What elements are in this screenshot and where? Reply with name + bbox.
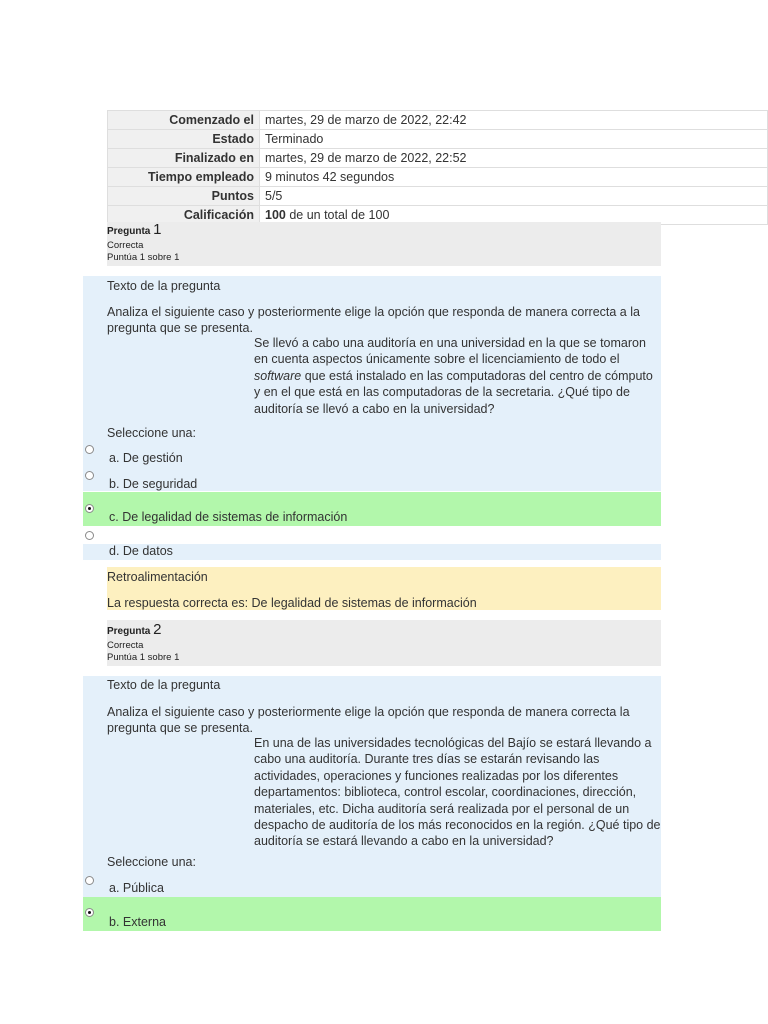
question-grade: Puntúa 1 sobre 1 [107,252,180,263]
option-label[interactable]: d. De datos [109,544,173,558]
case-text-start: Se llevó a cabo una auditoría en una universidad en la que se tomaron en cuenta aspectos únicamente sobre el licenciamiento de todo el [254,336,646,367]
summary-label: Puntos [108,187,260,206]
answer-option-b[interactable] [83,897,661,931]
option-label[interactable]: b. De seguridad [109,477,198,491]
attempt-summary-table [107,110,768,225]
question-text-heading: Texto de la pregunta [107,279,221,293]
answer-option-c[interactable] [83,492,661,526]
question-prefix: Pregunta [107,626,151,637]
feedback-heading: Retroalimentación [107,570,208,584]
radio-button[interactable] [85,471,94,480]
question-1-info [107,222,661,266]
answer-option-d[interactable] [83,526,661,560]
option-label[interactable]: c. De legalidad de sistemas de información [109,510,348,524]
question-grade: Puntúa 1 sobre 1 [107,652,180,663]
answer-option-a[interactable] [83,872,661,897]
radio-button-selected[interactable] [85,504,94,513]
summary-value: Terminado [260,130,768,149]
grade-value: 100 [265,208,286,222]
summary-value: martes, 29 de marzo de 2022, 22:42 [260,111,768,130]
question-2-info [107,620,661,666]
answer-option-b[interactable] [83,468,661,492]
question-prefix: Pregunta [107,226,151,237]
radio-button[interactable] [85,531,94,540]
summary-row-points [108,187,768,206]
summary-row-time [108,168,768,187]
summary-value: 5/5 [260,187,768,206]
summary-label: Calificación [108,206,260,225]
question-text-heading: Texto de la pregunta [107,678,221,692]
option-label[interactable]: a. Pública [109,881,164,895]
question-number: 1 [153,221,162,238]
feedback-text: La respuesta correcta es: De legalidad de sistemas de información [107,596,477,610]
question-case-text: En una de las universidades tecnológicas del Bajío se estará llevando a cabo una auditoría. Durante tres días se estarán revisando las actividades, operaciones y funciones realizadas por los diferentes departamentos: biblioteca, control escolar, coordinaciones, dirección, materiales, etc. Dicha auditoría será realizada por el personal de un despacho de auditoría de los más reconocidos en la región. ¿Qué tipo de auditoría se estará llevando a cabo en la universidad? [254,736,661,849]
summary-label: Tiempo empleado [108,168,260,187]
case-text-end: que está instalado en las computadoras del centro de cómputo y en el que está en las computadoras de la secretaria. ¿Qué tipo de auditoría se llevó a cabo en la universidad? [254,368,653,416]
question-state: Correcta [107,240,144,251]
summary-label: Estado [108,130,260,149]
select-prompt: Seleccione una: [107,855,196,869]
question-title [107,622,661,640]
radio-button[interactable] [85,445,94,454]
radio-button-selected[interactable] [85,908,94,917]
question-case-text [254,335,656,417]
question-state: Correcta [107,640,144,651]
answer-option-a[interactable] [83,443,661,468]
option-label[interactable]: a. De gestión [109,451,183,465]
select-prompt: Seleccione una: [107,426,196,440]
summary-label: Comenzado el [108,111,260,130]
question-number: 2 [153,621,162,638]
summary-value: martes, 29 de marzo de 2022, 22:52 [260,149,768,168]
summary-row-finished [108,149,768,168]
case-text-italic: software [254,368,302,383]
summary-label: Finalizado en [108,149,260,168]
question-title [107,222,661,240]
summary-value: 9 minutos 42 segundos [260,168,768,187]
question-instruction: Analiza el siguiente caso y posteriormente elige la opción que responda de manera correcta la pregunta que se presenta. [107,705,630,736]
summary-row-state [108,130,768,149]
grade-total: de un total de 100 [285,208,390,222]
radio-button[interactable] [85,876,94,885]
option-label[interactable]: b. Externa [109,915,166,929]
question-instruction: Analiza el siguiente caso y posteriormente elige la opción que responda de manera correcta a la pregunta que se presenta. [107,305,640,336]
summary-row-started [108,111,768,130]
